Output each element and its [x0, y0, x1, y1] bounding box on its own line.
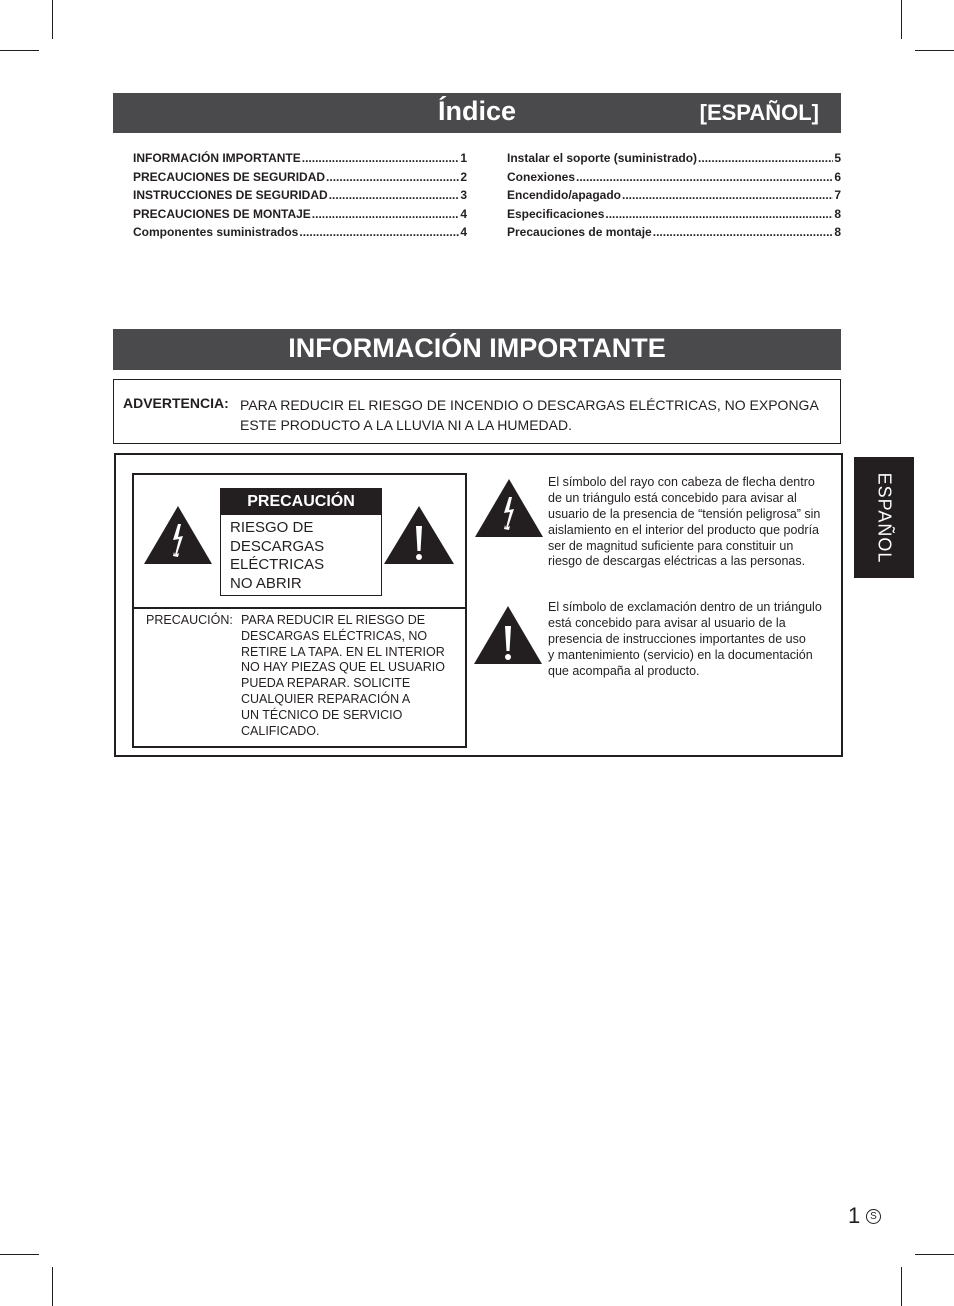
- caution-label-line: ELÉCTRICAS: [230, 556, 325, 573]
- index-header: [113, 93, 841, 133]
- caution-label-heading: PRECAUCIÓN: [221, 489, 381, 515]
- page-suffix-badge: S: [866, 1209, 881, 1224]
- lightning-warning-icon: [475, 479, 543, 537]
- caution-note-line: CALIFICADO.: [241, 723, 320, 738]
- toc-entry-label: Especificaciones: [507, 206, 605, 221]
- toc-entry-page: 4: [460, 206, 467, 221]
- toc-entry-label: PRECAUCIONES DE SEGURIDAD: [133, 169, 326, 184]
- toc-entry[interactable]: [133, 207, 467, 226]
- toc-entry-page: 5: [834, 151, 841, 165]
- toc-entry[interactable]: [507, 188, 841, 207]
- caution-label-line: DESCARGAS: [230, 537, 325, 555]
- toc-entry[interactable]: [507, 170, 841, 189]
- toc-entry-page: 7: [834, 188, 841, 202]
- warning-box: [113, 379, 841, 444]
- description-line: de un triángulo está concebido para avisar al: [548, 490, 797, 505]
- page-number: 1: [848, 1203, 861, 1228]
- warning-label: ADVERTENCIA:: [123, 395, 229, 411]
- crop-mark: [0, 50, 39, 51]
- index-title: Índice: [437, 96, 517, 126]
- toc-entry[interactable]: [507, 225, 841, 244]
- important-info-title: INFORMACIÓN IMPORTANTE: [288, 333, 666, 363]
- description-line: usuario de la presencia de “tensión peligrosa” sin: [548, 506, 821, 521]
- description-line: está concebido para avisar al usuario de la: [548, 615, 786, 630]
- toc-entry[interactable]: [507, 151, 841, 170]
- caution-note-line: PARA REDUCIR EL RIESGO DE: [241, 613, 426, 627]
- toc-entry-label: PRECAUCIONES DE MONTAJE: [133, 206, 311, 221]
- toc-entry-label: Encendido/apagado: [507, 188, 622, 202]
- exclamation-warning-icon: [474, 606, 542, 664]
- crop-mark: [915, 50, 954, 51]
- crop-mark: [52, 0, 53, 39]
- crop-mark: [901, 0, 902, 39]
- description-line: que acompaña al producto.: [548, 663, 700, 678]
- toc-entry[interactable]: [133, 151, 467, 170]
- toc-entry[interactable]: [133, 225, 467, 244]
- toc-entry-page: 3: [460, 188, 467, 202]
- description-line: presencia de instrucciones importantes de uso: [548, 631, 806, 646]
- lightning-symbol-description: [548, 475, 834, 570]
- toc-entry-page: 2: [460, 169, 467, 184]
- description-line: ser de magnitud suficiente para constituir un: [548, 538, 794, 553]
- toc-entry-page: 4: [460, 225, 467, 239]
- caution-label-line: RIESGO DE: [230, 519, 314, 536]
- crop-mark: [901, 1267, 902, 1306]
- toc-entry[interactable]: [133, 170, 467, 189]
- toc-entry-label: Componentes suministrados: [133, 225, 299, 239]
- toc-entry-label: Precauciones de montaje: [507, 225, 652, 239]
- description-line: y mantenimiento (servicio) en la documentación: [548, 647, 813, 662]
- lightning-warning-icon: [144, 506, 212, 564]
- important-info-header: [113, 329, 841, 370]
- caution-panel: [132, 473, 467, 748]
- toc-entry-page: 8: [834, 206, 841, 221]
- crop-mark: [915, 1254, 954, 1255]
- description-line: El símbolo de exclamación dentro de un triángulo: [548, 600, 822, 614]
- crop-mark: [0, 1254, 39, 1255]
- exclamation-warning-icon: [384, 506, 454, 564]
- description-line: riesgo de descargas eléctricas a las personas.: [548, 554, 806, 569]
- toc-entry-page: 1: [460, 151, 467, 165]
- toc-left-column: [133, 151, 467, 244]
- exclamation-symbol-description: [548, 600, 834, 679]
- toc-entry-label: INFORMACIÓN IMPORTANTE: [133, 151, 301, 165]
- description-line: El símbolo del rayo con cabeza de flecha dentro: [548, 475, 815, 489]
- caution-note-line: DESCARGAS ELÉCTRICAS, NO: [241, 628, 428, 643]
- toc-entry-page: 6: [834, 169, 841, 184]
- toc-entry-label: Conexiones: [507, 169, 576, 184]
- caution-note-line: RETIRE LA TAPA. EN EL INTERIOR: [241, 644, 445, 659]
- caution-note-text: [241, 613, 461, 739]
- caution-note-line: PUEDA REPARAR. SOLICITE: [241, 676, 411, 691]
- toc-entry[interactable]: [507, 207, 841, 226]
- toc-entry[interactable]: [133, 188, 467, 207]
- language-label: [ESPAÑOL]: [699, 100, 819, 125]
- toc-right-column: [507, 151, 841, 244]
- caution-label: [220, 488, 382, 596]
- language-side-tab: [854, 457, 914, 578]
- crop-mark: [52, 1267, 53, 1306]
- toc-entry-page: 8: [834, 225, 841, 239]
- description-line: aislamiento en el interior del producto que podría: [548, 522, 820, 537]
- caution-note-label: PRECAUCIÓN:: [146, 613, 233, 627]
- caution-note-line: UN TÉCNICO DE SERVICIO: [241, 707, 403, 722]
- toc-entry-label: Instalar el soporte (suministrado): [507, 151, 698, 165]
- side-tab-label: ESPAÑOL: [874, 472, 895, 563]
- caution-note-line: NO HAY PIEZAS QUE EL USUARIO: [241, 660, 445, 675]
- warning-text: PARA REDUCIR EL RIESGO DE INCENDIO O DESCARGAS ELÉCTRICAS, NO EXPONGA ESTE PRODUCTO A LA LLUVIA NI A LA HUMEDAD.: [240, 397, 819, 433]
- caution-note-line: CUALQUIER REPARACIÓN A: [241, 691, 411, 706]
- caution-label-line: NO ABRIR: [230, 574, 302, 592]
- toc-entry-label: INSTRUCCIONES DE SEGURIDAD: [133, 188, 328, 202]
